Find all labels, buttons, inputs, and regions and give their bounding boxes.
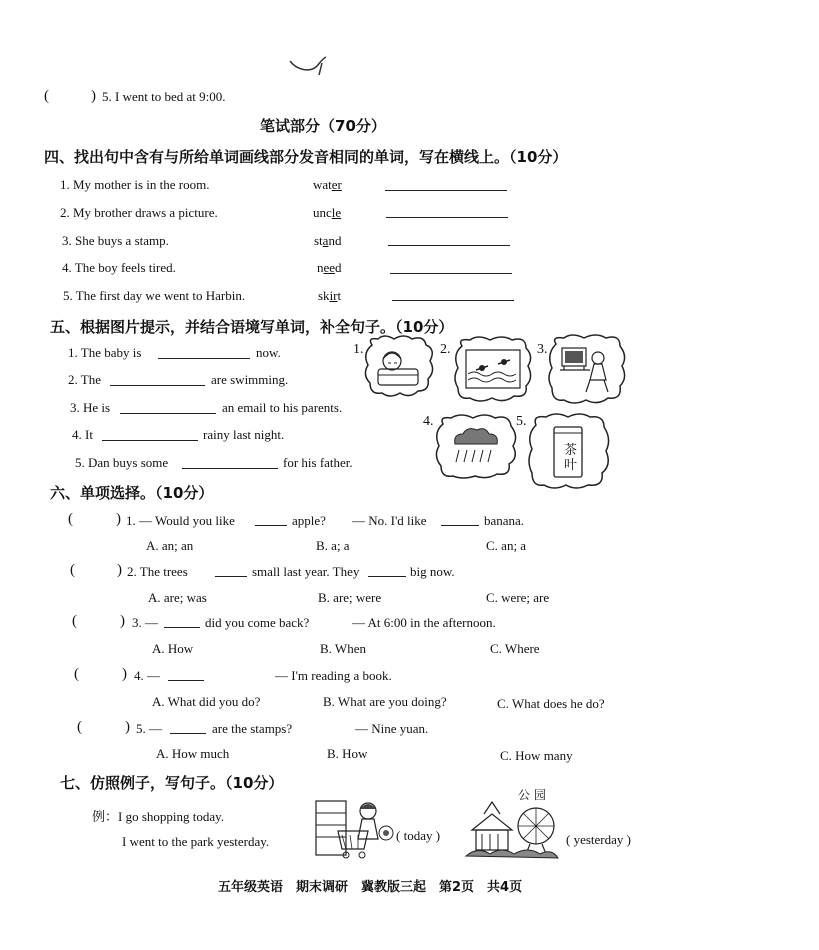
q3-text-b: did you come back? [205, 615, 310, 630]
s4-word-5: skirt [318, 288, 342, 303]
picture-label-4: 4. [423, 414, 434, 429]
q5-paren-close: ) [125, 719, 130, 735]
s4-sentence-3: 3. She buys a stamp. [62, 233, 169, 248]
q2-text-a: 2. The trees [127, 564, 188, 579]
q5-option-a[interactable]: A. How much [156, 746, 230, 761]
q1-text-b: apple? [292, 513, 326, 528]
tag-yesterday: ( yesterday ) [566, 832, 631, 847]
listening-item-5: 5. I went to bed at 9:00. [102, 89, 226, 104]
q2-paren-close: ) [117, 562, 122, 578]
q2-option-a[interactable]: A. are; was [148, 590, 207, 605]
picture-label-2: 2. [440, 342, 451, 357]
q4-option-b[interactable]: B. What are you doing? [323, 694, 447, 709]
q4-paren-open: ( [74, 666, 79, 682]
s5-item-2-after: are swimming. [211, 372, 289, 387]
s5-item-3-before: 3. He is [70, 400, 111, 415]
section5-title: 五、根据图片提示，并结合语境写单词，补全句子。（10分） [50, 318, 454, 336]
s4-answer-line-3[interactable] [388, 245, 510, 246]
q1-paren-open: ( [68, 511, 73, 527]
q1-option-a[interactable]: A. an; an [146, 538, 194, 553]
s5-item-1-before: 1. The baby is [68, 345, 142, 360]
q1-option-b[interactable]: B. a; a [316, 538, 350, 553]
q5-text-b: are the stamps? [212, 721, 293, 736]
s5-answer-line-2[interactable] [110, 385, 205, 386]
q5-paren-open: ( [77, 719, 82, 735]
tea-can-label: 茶叶 [564, 443, 578, 473]
s4-word-2: uncle [313, 205, 342, 220]
q5-option-b[interactable]: B. How [327, 746, 368, 761]
q3-text-c: — At 6:00 in the afternoon. [352, 615, 496, 630]
sleeping-baby-picture [362, 335, 437, 400]
s5-answer-line-4[interactable] [102, 440, 198, 441]
s4-answer-line-2[interactable] [386, 217, 508, 218]
s5-item-4-before: 4. It [72, 427, 93, 442]
q4-paren-close: ) [122, 666, 127, 682]
rain-cloud-picture [433, 414, 519, 480]
q2-option-c[interactable]: C. were; are [486, 590, 550, 605]
s4-answer-line-1[interactable] [385, 190, 507, 191]
s4-word-1: water [313, 177, 342, 192]
q3-blank-1[interactable] [164, 627, 200, 628]
q2-text-c: big now. [410, 564, 455, 579]
section7-title: 七、仿照例子，写句子。（10分） [60, 774, 284, 792]
q1-blank-2[interactable] [441, 525, 479, 526]
page-footer: 五年级英语 期末调研 冀教版三起 第2页 共4页 [218, 880, 523, 895]
s5-item-5-before: 5. Dan buys some [75, 455, 169, 470]
s4-sentence-4: 4. The boy feels tired. [62, 260, 176, 275]
section4-title: 四、找出句中含有与所给单词画线部分发音相同的单词，写在横线上。（10分） [44, 148, 568, 166]
s5-answer-line-5[interactable] [182, 468, 278, 469]
s4-answer-line-4[interactable] [390, 273, 512, 274]
q2-option-b[interactable]: B. are; were [318, 590, 382, 605]
q1-text-d: banana. [484, 513, 525, 528]
q4-option-a[interactable]: A. What did you do? [152, 694, 261, 709]
answer-paren-open: ( [44, 88, 49, 104]
q5-option-c[interactable]: C. How many [500, 748, 573, 763]
q1-option-c[interactable]: C. an; a [486, 538, 527, 553]
tag-today: ( today ) [396, 828, 441, 843]
s5-item-4-after: rainy last night. [203, 427, 285, 442]
s5-item-2-before: 2. The [68, 372, 101, 387]
park-sign: 公 园 [518, 788, 546, 802]
q2-text-b: small last year. They [252, 564, 360, 579]
picture-label-1: 1. [353, 342, 364, 357]
section6-title: 六、单项选择。（10分） [50, 484, 214, 502]
example-line-1: 例：I go shopping today. [92, 809, 225, 824]
q5-text-a: 5. — [136, 721, 162, 736]
q5-blank-1[interactable] [170, 733, 206, 734]
s4-word-4: need [317, 260, 342, 275]
s5-answer-line-1[interactable] [158, 358, 250, 359]
q4-option-c[interactable]: C. What does he do? [497, 696, 605, 711]
q2-blank-1[interactable] [215, 576, 247, 577]
q2-paren-open: ( [70, 562, 75, 578]
picture-label-3: 3. [537, 342, 548, 357]
s4-answer-line-5[interactable] [392, 300, 514, 301]
q1-text-c: — No. I'd like [352, 513, 427, 528]
q3-paren-close: ) [120, 613, 125, 629]
answer-paren-close: ) [91, 88, 96, 104]
q3-text-a: 3. — [132, 615, 158, 630]
shopping-girl-picture [312, 795, 400, 863]
picture-label-5: 5. [516, 414, 527, 429]
s4-sentence-5: 5. The first day we went to Harbin. [63, 288, 246, 303]
s5-item-5-after: for his father. [283, 455, 353, 470]
scribble-mark [286, 55, 336, 80]
s5-item-3-after: an email to his parents. [222, 400, 343, 415]
q2-blank-2[interactable] [368, 576, 406, 577]
q4-text-a: 4. — [134, 668, 160, 683]
q4-text-c: — I'm reading a book. [275, 668, 392, 683]
s4-sentence-2: 2. My brother draws a picture. [60, 205, 218, 220]
swimming-people-picture [452, 336, 534, 404]
q3-option-a[interactable]: A. How [152, 641, 194, 656]
q3-option-b[interactable]: B. When [320, 641, 366, 656]
s5-answer-line-3[interactable] [120, 413, 216, 414]
park-picture [462, 790, 562, 868]
written-section-title: 笔试部分（70分） [260, 117, 386, 135]
s5-item-1-after: now. [256, 345, 281, 360]
q1-text-a: 1. — Would you like [126, 513, 235, 528]
q4-blank-1[interactable] [168, 680, 204, 681]
q5-text-c: — Nine yuan. [355, 721, 429, 736]
q3-paren-open: ( [72, 613, 77, 629]
computer-boy-picture [546, 334, 628, 406]
q1-blank-1[interactable] [255, 525, 287, 526]
s4-sentence-1: 1. My mother is in the room. [60, 177, 210, 192]
example-line-2: I went to the park yesterday. [122, 834, 270, 849]
q3-option-c[interactable]: C. Where [490, 641, 540, 656]
q1-paren-close: ) [116, 511, 121, 527]
s4-word-3: stand [314, 233, 342, 248]
